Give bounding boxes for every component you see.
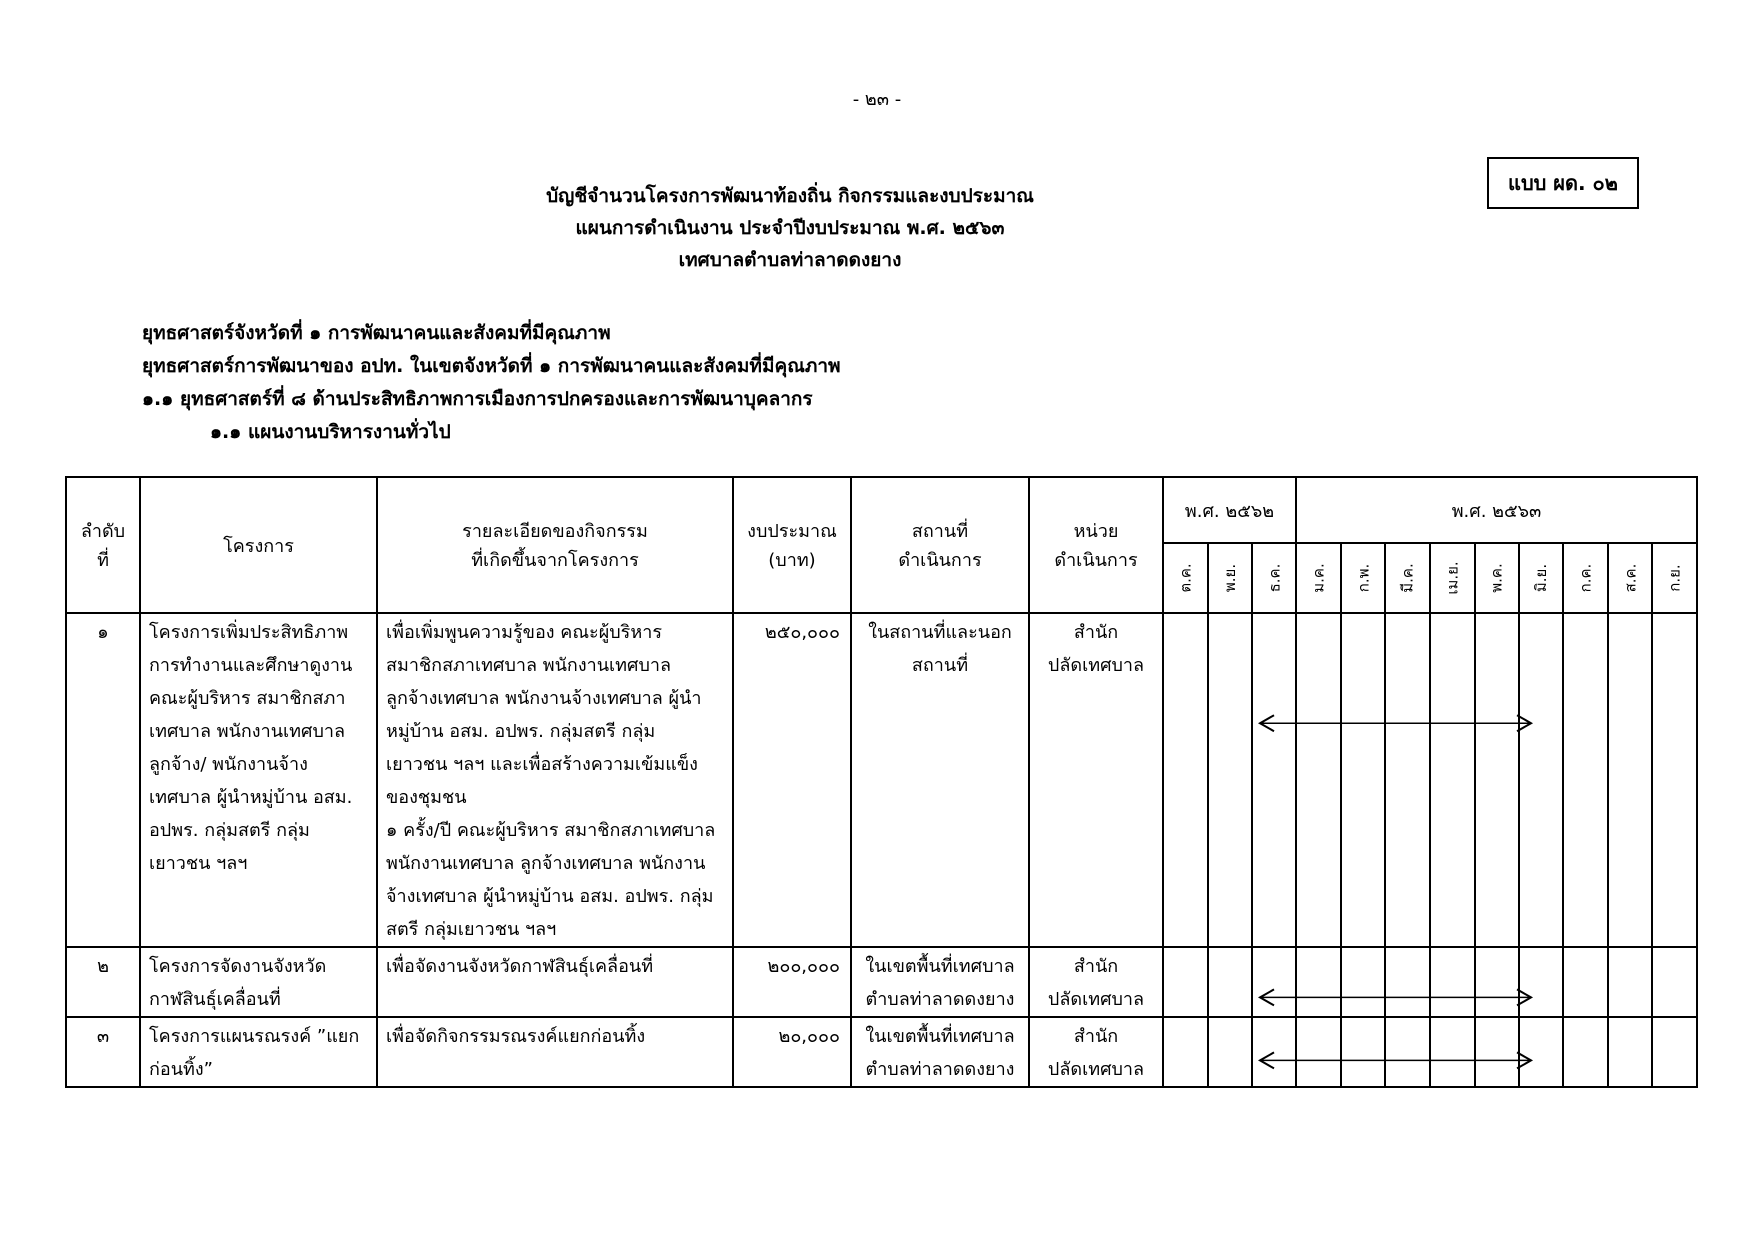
- month-cell: [1608, 947, 1652, 1017]
- month-cell: [1475, 1017, 1519, 1087]
- details-line: เพื่อจัดงานจังหวัดกาฬสินธุ์เคลื่อนที่: [386, 956, 654, 977]
- table-row: [66, 1017, 1697, 1087]
- month-jan: ม.ค.: [1296, 543, 1341, 613]
- month-cell: [1430, 1017, 1475, 1087]
- project-plan-table: [65, 476, 1698, 1088]
- header-unit-line-1: หน่วย: [1073, 521, 1119, 542]
- month-cell: [1163, 1017, 1208, 1087]
- month-cell: [1563, 947, 1608, 1017]
- header-budget-line-1: งบประมาณ: [747, 521, 837, 542]
- month-cell: [1341, 947, 1385, 1017]
- row-budget: ๒๐๐,๐๐๐: [733, 947, 851, 1017]
- table-row: [66, 613, 1697, 947]
- month-cell: [1296, 1017, 1341, 1087]
- header-details-line-1: รายละเอียดของกิจกรรม: [462, 521, 648, 542]
- row-seq: ๓: [66, 1017, 140, 1087]
- project-line: การทำงานและศึกษาดูงาน: [149, 655, 353, 676]
- header-year-2562: พ.ศ. ๒๕๖๒: [1163, 477, 1296, 543]
- row-location: ในสถานที่และนอก สถานที่: [851, 613, 1029, 947]
- title-line-2: แผนการดำเนินงาน ประจำปีงบประมาณ พ.ศ. ๒๕๖๓: [575, 217, 1005, 239]
- row-unit: สำนัก ปลัดเทศบาล: [1029, 947, 1163, 1017]
- project-line: โครงการเพิ่มประสิทธิภาพ: [149, 622, 349, 643]
- project-line: คณะผู้บริหาร สมาชิกสภา: [149, 688, 346, 709]
- row-details: [377, 1017, 733, 1087]
- page-number: - ๒๓ -: [852, 89, 902, 110]
- month-cell: [1475, 947, 1519, 1017]
- row-unit: สำนัก ปลัดเทศบาล: [1029, 1017, 1163, 1087]
- month-cell: [1252, 613, 1296, 947]
- month-cell: [1385, 613, 1430, 947]
- title-line-3: เทศบาลตำบลท่าลาดดงยาง: [678, 249, 902, 271]
- row-location: ในเขตพื้นที่เทศบาล ตำบลท่าลาดดงยาง: [851, 947, 1029, 1017]
- province-strategy: ยุทธศาสตร์จังหวัดที่ ๑ การพัฒนาคนและสังคมที่มีคุณภาพ: [142, 322, 611, 344]
- month-feb: ก.พ.: [1341, 543, 1385, 613]
- month-cell: [1519, 1017, 1563, 1087]
- header-location: [851, 477, 1029, 613]
- header-budget-line-2: (บาท): [768, 550, 816, 571]
- month-cell: [1163, 947, 1208, 1017]
- sub-strategy: ๑.๑ ยุทธศาสตร์ที่ ๘ ด้านประสิทธิภาพการเมืองการปกครองและการพัฒนาบุคลากร: [142, 388, 813, 410]
- details-line: เพื่อจัดกิจกรรมรณรงค์แยกก่อนทิ้ง: [386, 1026, 646, 1047]
- details-line: ลูกจ้างเทศบาล พนักงานจ้างเทศบาล ผู้นำ: [386, 688, 702, 709]
- month-cell: [1252, 947, 1296, 1017]
- details-line: ๑ ครั้ง/ปี คณะผู้บริหาร สมาชิกสภาเทศบาล: [386, 820, 716, 841]
- month-cell: [1652, 1017, 1697, 1087]
- header-seq-line-2: ที่: [97, 550, 109, 571]
- header-unit: [1029, 477, 1163, 613]
- project-line: ก่อนทิ้ง”: [149, 1059, 213, 1080]
- month-jun: มิ.ย.: [1519, 543, 1563, 613]
- project-line: เทศบาล ผู้นำหมู่บ้าน อสม.: [149, 787, 353, 808]
- month-oct: ต.ค.: [1163, 543, 1208, 613]
- title-line-1: บัญชีจำนวนโครงการพัฒนาท้องถิ่น กิจกรรมและงบประมาณ: [546, 185, 1034, 207]
- project-line: กาฬสินธุ์เคลื่อนที่: [149, 989, 281, 1010]
- document-title: [0, 180, 1580, 276]
- month-cell: [1608, 1017, 1652, 1087]
- project-line: โครงการจัดงานจังหวัด: [149, 956, 327, 977]
- month-dec: ธ.ค.: [1252, 543, 1296, 613]
- month-jul: ก.ค.: [1563, 543, 1608, 613]
- month-cell: [1519, 613, 1563, 947]
- month-cell: [1208, 1017, 1252, 1087]
- header-unit-line-2: ดำเนินการ: [1054, 550, 1138, 571]
- local-strategy: ยุทธศาสตร์การพัฒนาของ อปท. ในเขตจังหวัดที่ ๑ การพัฒนาคนและสังคมที่มีคุณภาพ: [142, 355, 841, 377]
- row-location: ในเขตพื้นที่เทศบาล ตำบลท่าลาดดงยาง: [851, 1017, 1029, 1087]
- header-seq-line-1: ลำดับ: [80, 521, 126, 542]
- month-cell: [1341, 613, 1385, 947]
- strategy-block: [142, 317, 841, 449]
- month-may: พ.ค.: [1475, 543, 1519, 613]
- project-line: อปพร. กลุ่มสตรี กลุ่ม: [149, 820, 310, 841]
- month-cell: [1341, 1017, 1385, 1087]
- details-line: สตรี กลุ่มเยาวชน ฯลฯ: [386, 919, 557, 940]
- details-line: เยาวชน ฯลฯ และเพื่อสร้างความเข้มแข็ง: [386, 754, 698, 775]
- header-details: [377, 477, 733, 613]
- details-line: สมาชิกสภาเทศบาล พนักงานเทศบาล: [386, 655, 672, 676]
- month-nov: พ.ย.: [1208, 543, 1252, 613]
- project-line: ลูกจ้าง/ พนักงานจ้าง: [149, 754, 308, 775]
- month-cell: [1163, 613, 1208, 947]
- month-cell: [1475, 613, 1519, 947]
- row-seq: ๒: [66, 947, 140, 1017]
- header-budget: [733, 477, 851, 613]
- table-header-row: [66, 477, 1697, 543]
- header-location-line-1: สถานที่: [911, 521, 969, 542]
- details-line: จ้างเทศบาล ผู้นำหมู่บ้าน อสม. อปพร. กลุ่ม: [386, 886, 714, 907]
- header-location-line-2: ดำเนินการ: [898, 550, 982, 571]
- row-project: [140, 947, 377, 1017]
- month-cell: [1652, 947, 1697, 1017]
- month-cell: [1563, 613, 1608, 947]
- row-budget: ๒๕๐,๐๐๐: [733, 613, 851, 947]
- month-cell: [1208, 613, 1252, 947]
- details-line: ของชุมชน: [386, 787, 467, 808]
- work-plan: ๑.๑ แผนงานบริหารงานทั่วไป: [210, 421, 451, 443]
- table-row: [66, 947, 1697, 1017]
- row-seq: ๑: [66, 613, 140, 947]
- month-cell: [1430, 613, 1475, 947]
- header-project: โครงการ: [140, 477, 377, 613]
- month-cell: [1385, 1017, 1430, 1087]
- month-cell: [1652, 613, 1697, 947]
- month-cell: [1430, 947, 1475, 1017]
- header-year-2563: พ.ศ. ๒๕๖๓: [1296, 477, 1697, 543]
- month-cell: [1296, 613, 1341, 947]
- form-code-box: แบบ ผด. ๐๒: [1487, 157, 1639, 209]
- details-line: พนักงานเทศบาล ลูกจ้างเทศบาล พนักงาน: [386, 853, 706, 874]
- month-cell: [1252, 1017, 1296, 1087]
- row-unit: สำนัก ปลัดเทศบาล: [1029, 613, 1163, 947]
- header-details-line-2: ที่เกิดขึ้นจากโครงการ: [471, 550, 639, 571]
- month-cell: [1563, 1017, 1608, 1087]
- month-apr: เม.ย.: [1430, 543, 1475, 613]
- project-line: โครงการแผนรณรงค์ ”แยก: [149, 1026, 360, 1047]
- month-cell: [1296, 947, 1341, 1017]
- details-line: เพื่อเพิ่มพูนความรู้ของ คณะผู้บริหาร: [386, 622, 662, 643]
- header-seq: [66, 477, 140, 613]
- month-aug: ส.ค.: [1608, 543, 1652, 613]
- row-details: [377, 613, 733, 947]
- month-cell: [1208, 947, 1252, 1017]
- month-cell: [1385, 947, 1430, 1017]
- project-line: เทศบาล พนักงานเทศบาล: [149, 721, 346, 742]
- month-cell: [1608, 613, 1652, 947]
- row-budget: ๒๐,๐๐๐: [733, 1017, 851, 1087]
- month-sep: ก.ย.: [1652, 543, 1697, 613]
- month-mar: มี.ค.: [1385, 543, 1430, 613]
- row-project: [140, 1017, 377, 1087]
- month-cell: [1519, 947, 1563, 1017]
- row-details: [377, 947, 733, 1017]
- project-line: เยาวชน ฯลฯ: [149, 853, 248, 874]
- details-line: หมู่บ้าน อสม. อปพร. กลุ่มสตรี กลุ่ม: [386, 721, 656, 742]
- row-project: [140, 613, 377, 947]
